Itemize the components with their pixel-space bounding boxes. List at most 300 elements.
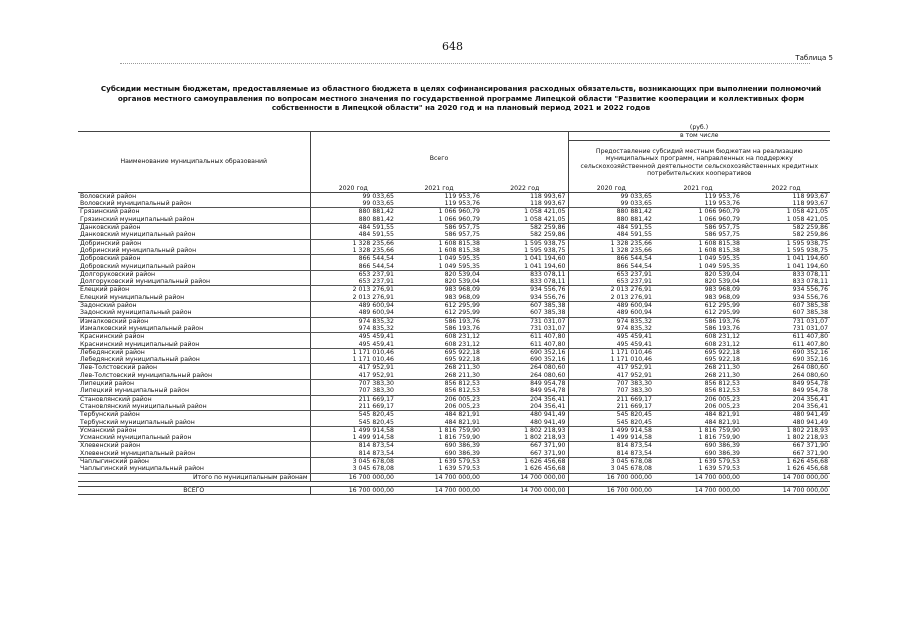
row-value: 1 608 815,38 [438,239,480,247]
row-value: 695 922,18 [444,348,480,356]
row-name: Хлевенский район [80,442,141,450]
row-value: 119 953,76 [396,200,482,208]
row-value: 695 922,18 [396,356,482,364]
row-value: 1 639 579,53 [698,457,740,465]
row-name: Измалковский район [80,317,149,325]
row-name: Итого по муниципальным районам [78,473,310,481]
row-value: 484 821,91 [704,411,740,419]
row-value: 1 171 010,46 [310,356,396,364]
row-value: 582 259,86 [792,224,829,232]
row-value: 1 802 218,93 [786,426,829,434]
row-value: 974 835,32 [310,317,396,325]
row-value: 586 193,76 [444,317,480,325]
row-value: 1 608 815,38 [698,239,740,247]
row-value: 690 352,16 [742,356,830,364]
row-value: 1 595 938,75 [524,239,566,247]
table-row [78,457,830,465]
table-row [78,364,830,372]
row-value: 586 957,75 [444,224,480,232]
row-name: Грязинский муниципальный район [78,216,310,224]
year-header: 2022 год [771,184,801,192]
row-value: 856 812,53 [704,380,740,388]
row-name: Елецкий район [80,286,130,294]
row-value: 849 954,78 [530,380,566,388]
row-value: 880 881,42 [310,208,396,216]
row-value: 612 295,99 [396,309,482,317]
row-value: 653 237,91 [568,270,654,278]
row-value: 1 639 579,53 [438,457,480,465]
table-row [78,294,830,302]
row-value: 934 556,76 [530,286,566,294]
table-row [78,372,830,380]
row-value: 99 033,65 [310,192,396,200]
row-value: 1 328 235,66 [310,247,396,255]
row-name: Тербунский муниципальный район [78,419,310,427]
row-value: 611 407,80 [530,333,566,341]
row-value: 608 231,12 [654,341,742,349]
table-row [78,255,830,263]
row-value: 690 386,39 [704,442,740,450]
table-row [78,216,830,224]
row-value: 495 459,41 [310,341,396,349]
row-value: 833 078,11 [742,278,830,286]
table-row [78,473,830,481]
row-value: 1 499 914,58 [310,434,396,442]
row-value: 480 941,49 [482,419,568,427]
table-row [78,442,830,450]
year-header: 2020 год [568,185,654,193]
row-value: 1 626 456,68 [786,457,829,465]
row-value: 1 041 194,60 [742,263,830,271]
row-value: 489 600,94 [310,309,396,317]
table-row [78,263,830,271]
table-row [78,419,830,427]
table-row [78,434,830,442]
row-value: 690 352,16 [530,348,566,356]
row-value: 820 539,04 [704,270,740,278]
row-value: 667 371,90 [482,450,568,458]
row-value: 833 078,11 [482,278,568,286]
header-name-col: Наименование муниципальных образований [78,132,310,193]
year-header: 2021 год [683,184,713,192]
row-name: Чаплыгинский муниципальный район [78,465,310,473]
row-value: 607 385,38 [742,309,830,317]
row-value: 14 700 000,00 [742,473,830,481]
row-value: 1 802 218,93 [742,434,830,442]
row-value: 14 700 000,00 [482,473,568,481]
row-name: Добровский муниципальный район [78,263,310,271]
header-including: в том числе [568,132,830,140]
row-value: 667 371,90 [792,442,829,450]
row-value: 1 816 759,90 [698,426,740,434]
row-value: 14 700 000,00 [742,486,830,494]
table-row [78,426,830,434]
row-value: 489 600,94 [568,302,654,310]
row-value: 264 080,60 [742,372,830,380]
row-value: 608 231,12 [396,341,482,349]
table-row [78,403,830,411]
row-value: 484 591,55 [310,224,396,232]
row-value: 1 058 421,05 [786,208,829,216]
row-value: 264 080,60 [792,364,829,372]
row-name: Липецкий район [80,380,135,388]
table-row [78,356,830,364]
row-value: 268 211,30 [704,364,740,372]
row-value: 1 499 914,58 [568,426,654,434]
row-value: 1 499 914,58 [310,426,396,434]
year-header: 2021 год [424,184,454,192]
row-value: 99 033,65 [568,192,654,200]
row-value: 268 211,30 [444,364,480,372]
row-name: Измалковский муниципальный район [78,325,310,333]
row-value: 653 237,91 [310,270,396,278]
row-name: ВСЕГО [78,486,310,494]
row-value: 480 941,49 [792,411,829,419]
row-value: 1 816 759,90 [438,426,480,434]
row-value: 866 544,54 [568,263,654,271]
row-value: 484 591,55 [310,231,396,239]
row-value: 586 957,75 [396,231,482,239]
row-value: 607 385,38 [792,302,829,310]
row-value: 545 820,45 [568,411,654,419]
row-value: 2 013 276,91 [310,294,396,302]
row-value: 1 499 914,58 [568,434,654,442]
row-value: 14 700 000,00 [654,486,742,494]
row-value: 14 700 000,00 [482,486,568,494]
row-value: 653 237,91 [310,278,396,286]
row-value: 2 013 276,91 [310,286,396,294]
row-value: 2 013 276,91 [568,294,654,302]
row-value: 707 383,30 [568,387,654,395]
row-value: 833 078,11 [792,270,829,278]
row-value: 731 031,07 [742,325,830,333]
row-name: Добринский муниципальный район [78,247,310,255]
row-value: 545 820,45 [310,419,396,427]
row-value: 983 968,09 [444,286,480,294]
row-value: 1 626 456,68 [524,457,566,465]
row-value: 480 941,49 [530,411,566,419]
header-sub-col: Предоставление субсидий местным бюджетам на реализацию муниципальных программ, направленных на поддержку сельскохозяйственной деятельности сельскохозяйственных кредитных потребительских кооперативов [568,140,830,185]
row-value: 820 539,04 [396,278,482,286]
row-value: 119 953,76 [444,192,480,200]
row-value: 934 556,76 [482,294,568,302]
row-name: Лев-Толстовский муниципальный район [78,372,310,380]
row-name: Становлянский район [80,395,152,403]
row-value: 667 371,90 [530,442,566,450]
row-value: 866 544,54 [310,263,396,271]
table-row [78,325,830,333]
row-value: 14 700 000,00 [654,473,742,481]
row-value: 484 591,55 [568,224,654,232]
row-name: Усманский район [80,426,137,434]
row-value: 690 386,39 [396,450,482,458]
row-value: 983 968,09 [396,294,482,302]
row-name: Чаплыгинский район [80,457,149,465]
row-value: 1 595 938,75 [786,239,829,247]
row-value: 866 544,54 [568,255,654,263]
row-value: 974 835,32 [310,325,396,333]
row-value: 99 033,65 [568,200,654,208]
row-value: 495 459,41 [310,333,396,341]
document-title: Субсидии местным бюджетам, предоставляемые из областного бюджета в целях софинансирования расходных обязательств, возникающих при выполнении полномочий органов местного самоуправления по вопросам местного значения по государственной программе Липецкой области "Развитие кооперации и коллективных форм собственности в Липецкой области" на 2020 год и на плановый период 2021 и 2022 годов [100,84,822,112]
row-value: 586 193,76 [704,317,740,325]
table-row [78,224,830,232]
row-value: 612 295,99 [444,302,480,310]
row-value: 268 211,30 [396,372,482,380]
row-value: 1 058 421,05 [482,216,568,224]
table-row [78,239,830,247]
row-name: Усманский муниципальный район [78,434,310,442]
subsidy-table [78,124,830,495]
row-value: 849 954,78 [482,387,568,395]
row-value: 119 953,76 [654,200,742,208]
row-value: 484 821,91 [654,419,742,427]
row-name: Задонский район [80,302,137,310]
table-row [78,333,830,341]
row-name: Краснинский муниципальный район [78,341,310,349]
row-value: 417 952,91 [568,364,654,372]
row-value: 820 539,04 [444,270,480,278]
row-value: 118 993,67 [482,200,568,208]
table-row [78,395,830,403]
row-value: 1 802 218,93 [524,426,566,434]
row-value: 14 700 000,00 [396,486,482,494]
row-value: 1 171 010,46 [568,356,654,364]
row-name: Задонский муниципальный район [78,309,310,317]
row-value: 690 352,16 [482,356,568,364]
row-value: 1 802 218,93 [482,434,568,442]
row-name: Липецкий муниципальный район [78,387,310,395]
table-row [78,278,830,286]
row-value: 1 608 815,38 [396,247,482,255]
table-row [78,302,830,310]
row-value: 1 041 194,60 [524,255,566,263]
row-name: Лев-Толстовский район [80,364,158,372]
row-name: Тербунский район [80,411,140,419]
row-name: Хлевенский муниципальный район [78,450,310,458]
row-value: 586 193,76 [654,325,742,333]
row-value: 1 058 421,05 [524,208,566,216]
row-value: 204 356,41 [742,403,830,411]
year-header: 2020 год [310,185,396,193]
row-value: 16 700 000,00 [568,486,654,494]
row-value: 3 045 678,08 [568,465,654,473]
row-value: 1 328 235,66 [568,239,654,247]
row-value: 211 669,17 [310,395,396,403]
row-name: Добровский район [80,255,141,263]
row-value: 1 816 759,90 [654,434,742,442]
row-value: 264 080,60 [530,364,566,372]
row-value: 814 873,54 [568,450,654,458]
table-row [78,231,830,239]
row-value: 582 259,86 [742,231,830,239]
table-row [78,465,830,473]
row-name: Данковский муниципальный район [78,231,310,239]
row-value: 99 033,65 [310,200,396,208]
row-value: 3 045 678,08 [310,457,396,465]
row-value: 849 954,78 [792,380,829,388]
row-value: 1 066 960,79 [438,208,480,216]
row-value: 16 700 000,00 [568,473,654,481]
row-value: 833 078,11 [530,270,566,278]
row-value: 1 041 194,60 [786,255,829,263]
row-value: 206 005,23 [704,395,740,403]
row-name: Добринский район [80,239,142,247]
row-value: 489 600,94 [568,309,654,317]
row-value: 612 295,99 [704,302,740,310]
row-value: 118 993,67 [530,192,566,200]
row-name: Долгоруковский муниципальный район [78,278,310,286]
row-value: 983 968,09 [654,294,742,302]
table-row [78,411,830,419]
row-value: 1 049 595,35 [396,263,482,271]
row-value: 1 066 960,79 [698,208,740,216]
row-value: 586 193,76 [396,325,482,333]
row-name: Воловский район [80,192,137,200]
row-value: 695 922,18 [654,356,742,364]
row-value: 2 013 276,91 [568,286,654,294]
row-value: 707 383,30 [568,380,654,388]
row-value: 417 952,91 [568,372,654,380]
row-value: 582 259,86 [530,224,566,232]
row-value: 1 328 235,66 [310,239,396,247]
row-value: 1 171 010,46 [568,348,654,356]
row-value: 866 544,54 [310,255,396,263]
table-row [78,317,830,325]
row-value: 820 539,04 [654,278,742,286]
row-value: 934 556,76 [792,286,829,294]
row-value: 695 922,18 [704,348,740,356]
row-value: 608 231,12 [704,333,740,341]
row-value: 211 669,17 [568,395,654,403]
row-value: 204 356,41 [530,395,566,403]
row-name: Краснинский район [80,333,145,341]
row-value: 814 873,54 [568,442,654,450]
row-value: 653 237,91 [568,278,654,286]
row-value: 814 873,54 [310,442,396,450]
row-value: 417 952,91 [310,372,396,380]
row-value: 1 639 579,53 [654,465,742,473]
row-name: Воловский муниципальный район [78,200,310,208]
row-value: 690 352,16 [792,348,829,356]
row-value: 1 595 938,75 [482,247,568,255]
row-value: 667 371,90 [742,450,830,458]
row-value: 690 386,39 [654,450,742,458]
row-value: 484 821,91 [396,419,482,427]
row-value: 495 459,41 [568,333,654,341]
row-value: 934 556,76 [742,294,830,302]
row-value: 264 080,60 [482,372,568,380]
row-value: 118 993,67 [792,192,829,200]
row-value: 480 941,49 [742,419,830,427]
row-value: 211 669,17 [310,403,396,411]
table-row [78,192,830,200]
row-value: 1 608 815,38 [654,247,742,255]
row-value: 1 626 456,68 [742,465,830,473]
table-row [78,208,830,216]
table-row [78,247,830,255]
row-value: 1 041 194,60 [482,263,568,271]
table-row [78,200,830,208]
row-value: 1 639 579,53 [396,465,482,473]
row-value: 16 700 000,00 [310,486,396,494]
row-value: 484 821,91 [444,411,480,419]
row-value: 856 812,53 [444,380,480,388]
row-name: Долгоруковский район [80,270,156,278]
row-value: 119 953,76 [704,192,740,200]
row-value: 16 700 000,00 [310,473,396,481]
row-value: 206 005,23 [654,403,742,411]
row-value: 731 031,07 [792,317,829,325]
row-value: 14 700 000,00 [396,473,482,481]
row-value: 707 383,30 [310,380,396,388]
table-row [78,309,830,317]
row-value: 1 049 595,35 [698,255,740,263]
row-value: 731 031,07 [530,317,566,325]
row-value: 206 005,23 [396,403,482,411]
row-value: 204 356,41 [482,403,568,411]
row-value: 607 385,38 [482,309,568,317]
row-value: 489 600,94 [310,302,396,310]
header-total-col: Всего [310,132,568,185]
row-value: 611 407,80 [792,333,829,341]
row-value: 707 383,30 [310,387,396,395]
row-value: 974 835,32 [568,317,654,325]
row-value: 545 820,45 [568,419,654,427]
table-label: Таблица 5 [795,54,833,62]
table-row [78,380,830,388]
row-value: 880 881,42 [568,208,654,216]
row-value: 1 066 960,79 [396,216,482,224]
row-value: 586 957,75 [704,224,740,232]
row-value: 484 591,55 [568,231,654,239]
row-value: 1 066 960,79 [654,216,742,224]
row-value: 612 295,99 [654,309,742,317]
row-value: 856 812,53 [396,387,482,395]
year-header: 2022 год [510,184,540,192]
row-value: 1 328 235,66 [568,247,654,255]
row-name: Елецкий муниципальный район [78,294,310,302]
row-value: 3 045 678,08 [568,457,654,465]
row-value: 206 005,23 [444,395,480,403]
row-value: 582 259,86 [482,231,568,239]
row-name: Данковский район [80,224,141,232]
row-value: 495 459,41 [568,341,654,349]
row-value: 611 407,80 [482,341,568,349]
row-value: 211 669,17 [568,403,654,411]
row-value: 983 968,09 [704,286,740,294]
row-value: 1 595 938,75 [742,247,830,255]
row-value: 1 049 595,35 [438,255,480,263]
row-value: 545 820,45 [310,411,396,419]
row-name: Лебедянский район [80,348,145,356]
row-value: 3 045 678,08 [310,465,396,473]
row-value: 586 957,75 [654,231,742,239]
table-row [78,387,830,395]
row-name: Лебедянский муниципальный район [78,356,310,364]
table-row [78,486,830,494]
row-value: 814 873,54 [310,450,396,458]
row-value: 880 881,42 [568,216,654,224]
row-value: 690 386,39 [444,442,480,450]
row-value: 608 231,12 [444,333,480,341]
row-value: 974 835,32 [568,325,654,333]
row-value: 849 954,78 [742,387,830,395]
table-row [78,286,830,294]
table-row [78,270,830,278]
row-value: 1 049 595,35 [654,263,742,271]
row-value: 1 058 421,05 [742,216,830,224]
